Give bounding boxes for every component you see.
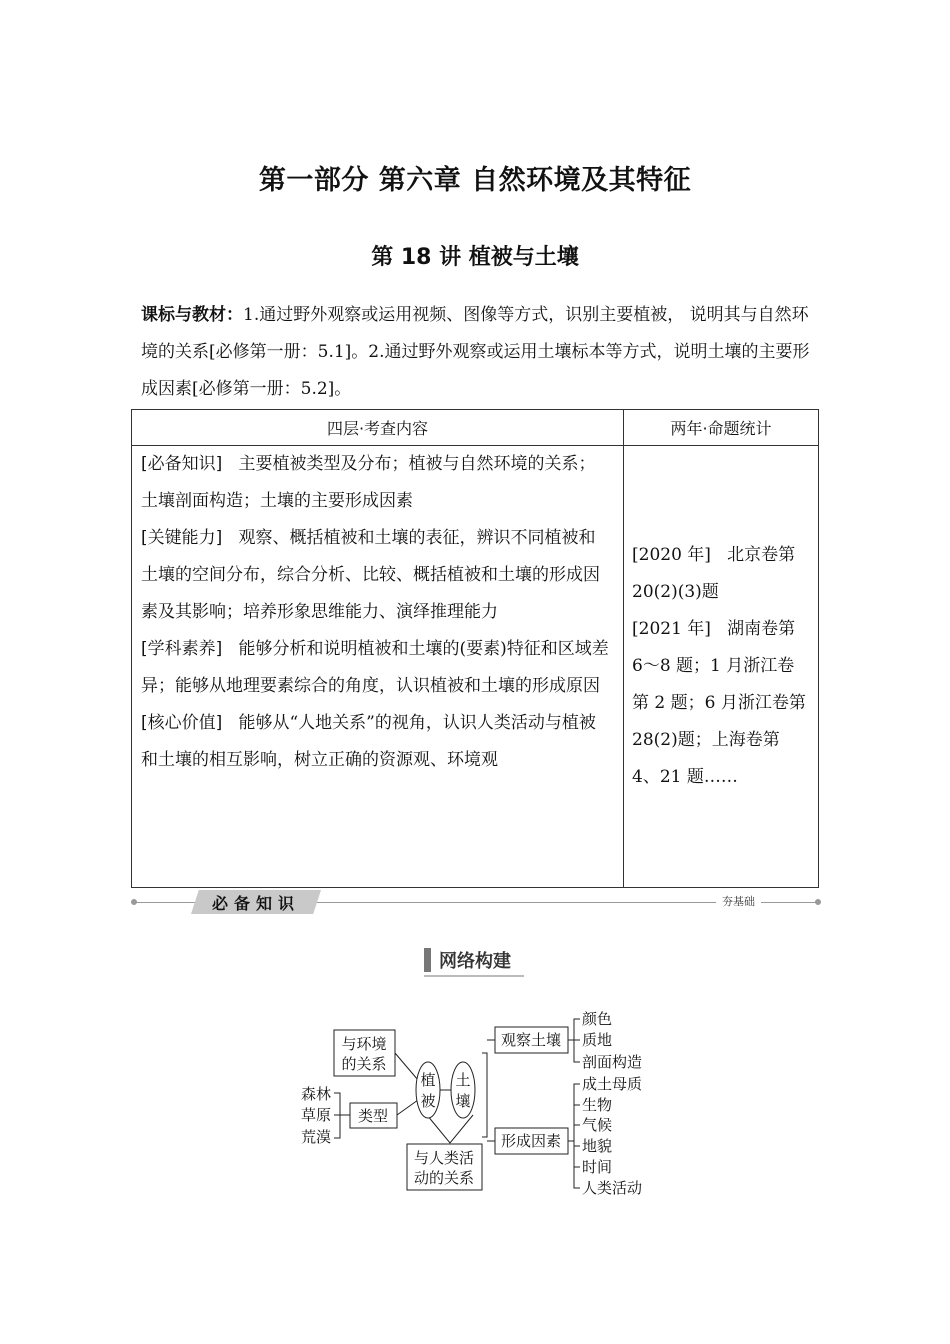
env-relation-label: 与环境 <box>341 1035 387 1053</box>
observe-item: 颜色 <box>582 1010 613 1028</box>
section-band-label: 必备知识 <box>211 894 300 913</box>
standards-text: 1.通过野外观察或运用视频、图像等方式，识别主要植被， 说明其与自然环境的关系[必修第一册：5.1]。2.通过野外观察或运用土壤标本等方式，说明土壤的主要形成因素[必修第一册：5.2]。 <box>141 305 810 399</box>
stats-text: 湖南卷第 6～8 题；1 月浙江卷第 2 题；6 月浙江卷第 28(2)题；上海卷第 4、21 题…… <box>632 619 806 787</box>
content-cell <box>132 446 624 888</box>
factor-item: 成土母质 <box>582 1075 643 1093</box>
connector <box>427 1115 473 1143</box>
stats-item <box>632 537 810 611</box>
observe-item: 质地 <box>582 1031 613 1049</box>
stats-cell <box>624 446 819 888</box>
stats-item <box>632 611 810 796</box>
vegetation-label: 被 <box>420 1092 436 1110</box>
list-item <box>141 446 611 520</box>
divider-end-dot <box>815 899 821 905</box>
connector <box>397 1100 418 1115</box>
type-item: 草原 <box>300 1106 332 1124</box>
section-bar <box>131 888 821 918</box>
curriculum-standards <box>141 297 821 408</box>
vegetation-label: 植 <box>420 1071 436 1089</box>
type-label: 类型 <box>357 1107 389 1125</box>
connector <box>574 1084 580 1188</box>
divider-end-dot <box>131 899 137 905</box>
title-bar-marker <box>424 948 431 972</box>
chapter-title: 第一部分 第六章 自然环境及其特征 <box>258 165 692 196</box>
item-text: 观察、概括植被和土壤的表征，辨识不同植被和土壤的空间分布，综合分析、比较、概括植被和土壤的形成因素及其影响；培养形象思维能力、演绎推理能力 <box>141 528 600 622</box>
soil-label: 壤 <box>455 1092 471 1110</box>
lesson-title: 第 18 讲 植被与土壤 <box>371 245 579 270</box>
connector <box>482 1053 487 1137</box>
item-tag: [关键能力] <box>141 528 223 548</box>
standards-label: 课标与教材： <box>141 305 243 325</box>
concept-map <box>290 1005 690 1205</box>
item-tag: [学科素养] <box>141 639 223 659</box>
factor-item: 生物 <box>582 1096 613 1114</box>
list-item <box>141 520 611 631</box>
factor-item: 人类活动 <box>582 1179 643 1197</box>
factor-item: 地貌 <box>582 1137 613 1155</box>
list-item <box>141 631 611 705</box>
human-relation-label: 与人类活 <box>413 1149 475 1167</box>
item-tag: [必备知识] <box>141 454 223 474</box>
type-item: 森林 <box>300 1085 332 1103</box>
stats-text: 北京卷第 20(2)(3)题 <box>632 545 796 602</box>
factor-item: 气候 <box>582 1116 613 1134</box>
col-header-stats: 两年·命题统计 <box>624 410 819 446</box>
item-tag: [核心价值] <box>141 713 223 733</box>
requirements-table <box>131 409 819 888</box>
factor-item: 时间 <box>582 1158 613 1176</box>
soil-label: 土 <box>455 1071 471 1089</box>
stats-year: [2021 年] <box>632 619 711 639</box>
human-relation-label: 动的关系 <box>413 1169 475 1187</box>
section-right-label: 夯基础 <box>716 893 761 909</box>
connector <box>395 1053 418 1080</box>
item-text: 能够从“人地关系”的视角，认识人类活动与植被和土壤的相互影响，树立正确的资源观、环境观 <box>141 713 596 770</box>
item-text: 能够分析和说明植被和土壤的(要素)特征和区域差异；能够从地理要素综合的角度，认识植被和土壤的形成原因 <box>141 639 609 696</box>
env-relation-label: 的关系 <box>341 1055 387 1073</box>
observe-soil-label: 观察土壤 <box>500 1031 562 1049</box>
col-header-content: 四层·考查内容 <box>132 410 624 446</box>
network-title <box>424 945 524 977</box>
observe-item: 剖面构造 <box>582 1053 643 1071</box>
network-title-text: 网络构建 <box>439 951 511 972</box>
item-text: 主要植被类型及分布；植被与自然环境的关系；土壤剖面构造；土壤的主要形成因素 <box>141 454 596 511</box>
list-item <box>141 705 611 779</box>
formation-factors-label: 形成因素 <box>500 1132 562 1150</box>
stats-year: [2020 年] <box>632 545 711 565</box>
type-item: 荒漠 <box>300 1128 332 1146</box>
